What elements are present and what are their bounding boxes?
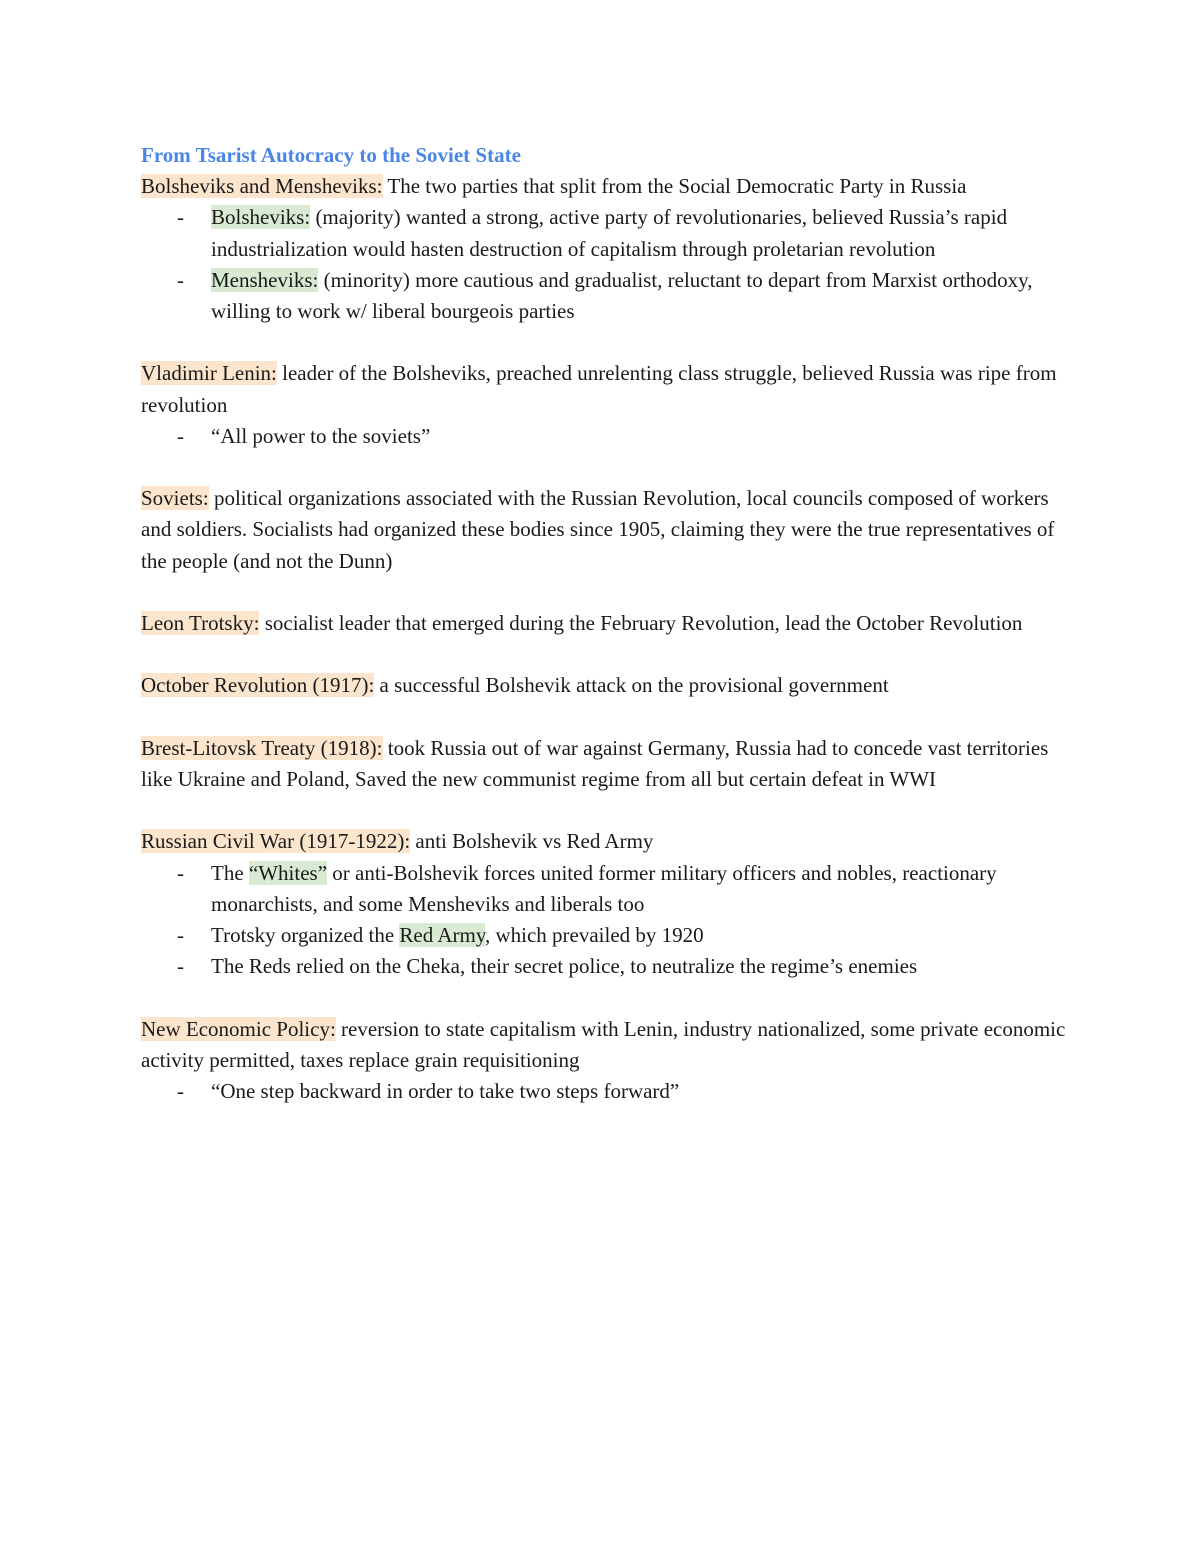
dash-marker: - — [177, 1078, 184, 1103]
quote-text: “One step backward in order to take two steps forward” — [211, 1078, 680, 1103]
spacer — [141, 577, 1071, 608]
list-item — [141, 202, 1071, 264]
definition-text: political organizations associated with the Russian Revolution, local councils composed of workers and soldiers. Socialists had organized these bodies since 1905, claiming they were the true representatives of the people (and not the Dunn) — [141, 486, 1055, 573]
document-title: From Tsarist Autocracy to the Soviet State — [141, 143, 521, 167]
list-item — [141, 858, 1071, 920]
definition-text: took Russia out of war against Germany, Russia had to concede vast territories like Ukraine and Poland, Saved the new communist regime from all but certain defeat in WWI — [141, 735, 1049, 791]
spacer — [141, 327, 1071, 358]
term-lenin: Vladimir Lenin: — [141, 361, 277, 386]
term-nep: New Economic Policy: — [141, 1016, 336, 1041]
paragraph-civil-war — [141, 826, 1071, 857]
term-whites: “Whites” — [248, 860, 328, 885]
definition-text: reversion to state capitalism with Lenin, industry nationalized, some private economic activity permitted, taxes replace grain requisitioning — [141, 1016, 1066, 1072]
term-bolsheviks: Bolsheviks: — [211, 205, 311, 230]
paragraph-october-revolution — [141, 670, 1071, 701]
term-october-revolution: October Revolution (1917): — [141, 673, 375, 698]
definition-text: a successful Bolshevik attack on the provisional government — [374, 673, 889, 698]
term-trotsky: Leon Trotsky: — [141, 611, 260, 635]
paragraph-nep — [141, 1014, 1071, 1076]
bullet-text: The Reds relied on the Cheka, their secret police, to neutralize the regime’s enemies — [211, 954, 918, 979]
bullet-list — [141, 858, 1071, 983]
spacer — [141, 452, 1071, 483]
paragraph-brest-litovsk — [141, 733, 1071, 795]
dash-marker: - — [177, 922, 184, 947]
term-bolsheviks-mensheviks: Bolsheviks and Mensheviks: — [141, 174, 383, 199]
list-item — [141, 951, 1071, 982]
term-red-army: Red Army — [399, 922, 485, 947]
dash-marker: - — [177, 860, 184, 885]
dash-marker: - — [177, 423, 184, 448]
term-soviets: Soviets: — [141, 486, 209, 511]
document-page — [141, 140, 1071, 1107]
paragraph-soviets — [141, 483, 1071, 577]
term-civil-war: Russian Civil War (1917-1922): — [141, 829, 411, 854]
list-item — [141, 265, 1071, 327]
text-post: , which prevailed by 1920 — [484, 922, 704, 947]
definition-text: The two parties that split from the Social Democratic Party in Russia — [382, 174, 967, 199]
dash-marker: - — [177, 205, 184, 230]
text-pre: The — [211, 860, 249, 885]
definition-text: (minority) more cautious and gradualist, reluctant to depart from Marxist orthodoxy, willing to work w/ liberal bourgeois parties — [211, 267, 1033, 324]
paragraph-bolsheviks-mensheviks — [141, 171, 1071, 202]
dash-marker: - — [177, 267, 184, 292]
bullet-list — [141, 1076, 1071, 1107]
text-post: or anti-Bolshevik forces united former military officers and nobles, reactionary monarchists, and some Mensheviks and liberals too — [211, 860, 997, 916]
term-brest-litovsk: Brest-Litovsk Treaty (1918): — [141, 735, 383, 760]
list-item — [141, 920, 1071, 951]
definition-text: anti Bolshevik vs Red Army — [410, 829, 654, 854]
bullet-list — [141, 202, 1071, 327]
list-item — [141, 421, 1071, 452]
list-item — [141, 1076, 1071, 1107]
term-mensheviks: Mensheviks: — [211, 267, 319, 292]
definition-text: leader of the Bolsheviks, preached unrelenting class struggle, believed Russia was ripe from revolution — [141, 361, 1057, 417]
paragraph-lenin — [141, 358, 1071, 420]
spacer — [141, 982, 1071, 1013]
spacer — [141, 702, 1071, 733]
quote-text: “All power to the soviets” — [211, 423, 431, 448]
text-pre: Trotsky organized the — [211, 922, 400, 947]
spacer — [141, 795, 1071, 826]
bullet-list — [141, 421, 1071, 452]
definition-text: socialist leader that emerged during the February Revolution, lead the October Revolution — [259, 611, 1023, 635]
definition-text: (majority) wanted a strong, active party of revolutionaries, believed Russia’s rapid industrialization would hasten destruction of capitalism through proletarian revolution — [211, 205, 1008, 261]
dash-marker: - — [177, 954, 184, 979]
paragraph-trotsky — [141, 608, 1071, 639]
spacer — [141, 639, 1071, 670]
